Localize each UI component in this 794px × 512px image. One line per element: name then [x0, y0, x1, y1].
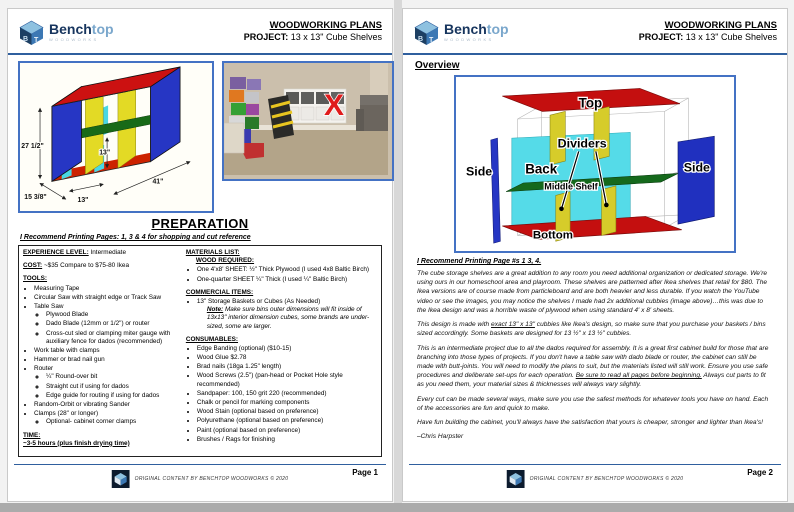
consumable-item: • Paint (optional based on preference): [197, 427, 377, 435]
author-signature: –Chris Harpster: [417, 433, 464, 441]
benchtop-footer-logo: [112, 470, 130, 488]
footer-note: ORIGINAL CONTENT BY BENCHTOP WOODWORKS © 2020: [134, 476, 289, 482]
benchtop-footer-logo: [507, 470, 525, 488]
materials-list-label: MATERIALS LIST:: [185, 249, 240, 256]
overview-paragraphs: [417, 269, 773, 442]
commercial-item: • 13" Storage Baskets or Cubes (As Needed) Note: Make sure bins outer dimensions will fit inside of 13x13" interior dimension cubes, some brands are under-sized, some are larger.: [197, 298, 377, 331]
page1-print-recommendation: I Recommend Printing Pages: 1, 3 & 4 for shopping and cut reference: [20, 234, 251, 241]
label-top-panel: Top: [578, 95, 603, 111]
page-2: [402, 8, 788, 502]
commercial-items-label: COMMERCIAL ITEMS:: [185, 288, 254, 296]
overview-paragraph: This design is made with exact 13" x 13" cubbies like Ikea's design, so make sure that you purchase your baskets / bins sized accordingly. Some baskets are designed for 13 ½" x 13 ½" cubbies.: [417, 321, 766, 338]
page1-header: [8, 9, 392, 55]
exploded-view-drawing: [456, 77, 730, 247]
footer-credit: [507, 470, 684, 488]
router-sublist: [34, 373, 182, 400]
tool-item: • Random-Orbit or vibrating Sander: [34, 401, 182, 409]
benchtop-logo: [413, 19, 509, 46]
cube-letter-t: T: [34, 36, 39, 44]
tool-subitem: ◦ Plywood Blade: [46, 311, 182, 319]
consumable-item: • Wood Screws (2.5") (pan-head or Pocket Hole style recommended): [197, 372, 377, 388]
label-bottom-panel: Bottom: [532, 229, 573, 242]
logo-name-bold: Bench: [49, 21, 92, 37]
dim-cubby-height-label: 13": [99, 149, 111, 157]
overview-paragraph: Have fun building the cabinet, you'll always have the satisfaction that yours is cheaper, stronger and lighter than Ikea's!: [417, 419, 763, 427]
tools-column: [23, 249, 186, 452]
overview-paragraph: The cube storage shelves are a great addition to any room you need additional organization or dedicated storage. We're using ours in our homeschool area and playroom. These shelves are patterned after Ikea shelves that retail for $80. The Ikea versions are of course made from particleboard and are both heavier and less durable. If you watch the YouTube video or see the images, you may notice the shelves I made had 2x additional cubbies (image above)…this was due to the Ikea design and was a horrible waste of plywood when using standard 4' x 8' sheets.: [417, 270, 768, 314]
label-side-right: Side: [683, 160, 710, 175]
consumable-item: • Edge Banding (optional) ($10-15): [197, 345, 377, 353]
logo-name-bold: Bench: [444, 21, 487, 37]
page2-print-recommendation: I Recommend Printing Page #s 1 3, 4.: [417, 258, 542, 265]
cube-letter-t: T: [429, 36, 434, 44]
consumable-item: • Brad nails (18ga 1.25" length): [197, 363, 377, 371]
dim-depth-label: 15 3/8": [24, 194, 47, 202]
exploded-assembly-diagram: [454, 75, 736, 253]
logo-name-light: top: [91, 21, 114, 37]
page2-header: [403, 9, 787, 55]
table-saw-sublist: [34, 311, 182, 346]
consumable-item: • Sandpaper: 100, 150 grit 220 (recommended): [197, 390, 377, 398]
overview-heading: Overview: [415, 60, 460, 71]
logo-name-light: top: [486, 21, 509, 37]
experience-value: Intermediate: [88, 249, 127, 256]
tool-item: • Clamps (28" or longer) ◦ Optional- cabinet corner clamps: [34, 410, 182, 426]
tool-subitem: ◦ Cross-cut sled or clamping miter gauge with auxiliary fence for dados (recommended): [46, 330, 182, 346]
project-label: PROJECT:: [638, 32, 684, 43]
logo-subtitle: WOODWORKS: [444, 37, 494, 42]
label-middle-shelf: Middle Shelf: [544, 181, 598, 192]
tools-list: [23, 285, 182, 427]
footer-credit: [112, 470, 289, 488]
page2-footer: [409, 464, 781, 496]
cost-value: ~$35 Compare to $75-80 Ikea: [42, 262, 130, 270]
consumable-item: • Polyurethane (optional based on preference): [197, 417, 377, 425]
page2-number: Page 2: [747, 468, 773, 477]
consumable-item: • Wood Glue $2.78: [197, 354, 377, 362]
clamps-sublist: [34, 418, 182, 426]
experience-label: EXPERIENCE LEVEL:: [23, 249, 89, 256]
bins-note: Note: Make sure bins outer dimensions will fit inside of 13x13" interior dimension cubes, some brands are under-sized, some are larger.: [206, 306, 370, 330]
project-value: 13 x 13" Cube Shelves: [683, 32, 777, 43]
consumable-item: • Brushes / Rags for finishing: [197, 436, 377, 444]
doc-title: WOODWORKING PLANS: [664, 20, 777, 32]
wood-item: • One 4'x8' SHEET: ½" Thick Plywood (I used 4x8 Baltic Birch): [197, 266, 377, 274]
header-titles: [639, 20, 777, 43]
overview-paragraph: This is an intermediate project due to all the dados required for assembly. It is a great first cabinet build for those that are branching into those types of projects. If you don't have a table saw with dado blade or router, the cabinet can still be made with butt-joints. You will need to modify the plans to suit, but the materials listed will still work. Ensure you use safe procedures and deliberate set-ups for each operation. Be sure to read all pages before beginning. Always cut parts to fit as you need them, your material sizes & thicknesses will always vary slightly.: [417, 344, 769, 389]
logo-subtitle: WOODWORKS: [49, 37, 99, 42]
wood-required-label: WOOD REQUIRED:: [195, 257, 255, 265]
tool-subitem: ◦ Dado Blade (12mm or 1/2") or router: [46, 320, 182, 328]
tool-subitem: ◦ Edge guide for routing if using for dados: [46, 392, 182, 400]
viewer-bottom-bar: [0, 503, 794, 512]
doc-title: WOODWORKING PLANS: [269, 20, 382, 32]
preparation-heading: PREPARATION: [151, 216, 249, 231]
photo-illustration: [224, 63, 388, 175]
page-1: [7, 8, 393, 502]
tool-item: • Table Saw ◦ Plywood Blade ◦ Dado Blade (12mm or 1/2") or router ◦ Cross-cut sled or clamping miter gauge with auxiliary fence for dados (recommended): [34, 303, 182, 346]
time-label: TIME:: [23, 431, 41, 439]
consumable-item: • Wood Stain (optional based on preference): [197, 408, 377, 416]
page-gap: [394, 0, 402, 512]
dim-height-label: 27 1/2": [21, 142, 44, 150]
tool-item: • Hammer or brad nail gun: [34, 356, 182, 364]
header-titles: [244, 20, 382, 43]
project-label: PROJECT:: [243, 32, 289, 43]
materials-column: [186, 249, 377, 452]
benchtop-cube-icon: [18, 19, 45, 46]
tool-item: • Router ◦ ¼" Round-over bit ◦ Straight cut if using for dados ◦ Edge guide for routing if using for dados: [34, 365, 182, 400]
cube-letter-b: B: [418, 35, 424, 43]
tools-label: TOOLS:: [23, 275, 48, 283]
page1-images-row: [8, 55, 392, 213]
benchtop-logo: [18, 19, 114, 46]
dim-total-width-label: 41": [152, 178, 164, 186]
tool-item: • Work table with clamps: [34, 347, 182, 355]
wood-item: • One-quarter SHEET ¼" Thick (I used ¼" Baltic Birch): [197, 276, 377, 284]
shelf-3d-drawing: [20, 63, 208, 207]
tool-subitem: ◦ Optional- cabinet corner clamps: [46, 418, 182, 426]
cube-letter-b: B: [23, 35, 29, 43]
label-back-panel: Back: [525, 161, 558, 177]
page1-number: Page 1: [352, 468, 378, 477]
label-dividers: Dividers: [557, 136, 607, 151]
footer-note: ORIGINAL CONTENT BY BENCHTOP WOODWORKS © 2020: [529, 476, 684, 482]
consumables-list: [186, 345, 377, 444]
overview-paragraph: Every cut can be made several ways, make sure you use the safest methods for whatever tools you have on hand. Each of the accessories are fun and quick to make.: [417, 395, 769, 412]
tool-subitem: ◦ ¼" Round-over bit: [46, 373, 182, 381]
tool-item: • Circular Saw with straight edge or Track Saw: [34, 294, 182, 302]
commercial-items-list: [186, 298, 377, 331]
logo-wordmark: [444, 22, 509, 42]
wood-required-list: [186, 266, 377, 283]
benchtop-cube-icon: [413, 19, 440, 46]
logo-wordmark: [49, 22, 114, 42]
label-side-left: Side: [465, 164, 493, 179]
consumable-item: • Chalk or pencil for marking components: [197, 399, 377, 407]
rejected-x-mark: X: [324, 89, 345, 122]
tool-subitem: ◦ Straight cut if using for dados: [46, 383, 182, 391]
cube-shelf-dimension-diagram: [18, 61, 214, 213]
preparation-info-box: [18, 245, 382, 457]
dim-cubby-width-label: 13": [77, 197, 89, 205]
ikea-shelf-photo: [222, 61, 394, 181]
page1-footer: [14, 464, 386, 496]
tool-item: • Measuring Tape: [34, 285, 182, 293]
consumables-label: CONSUMABLES:: [185, 335, 239, 343]
project-value: 13 x 13" Cube Shelves: [288, 32, 382, 43]
time-value: ~3-5 hours (plus finish drying time): [23, 439, 130, 447]
cost-label: COST:: [23, 262, 43, 270]
